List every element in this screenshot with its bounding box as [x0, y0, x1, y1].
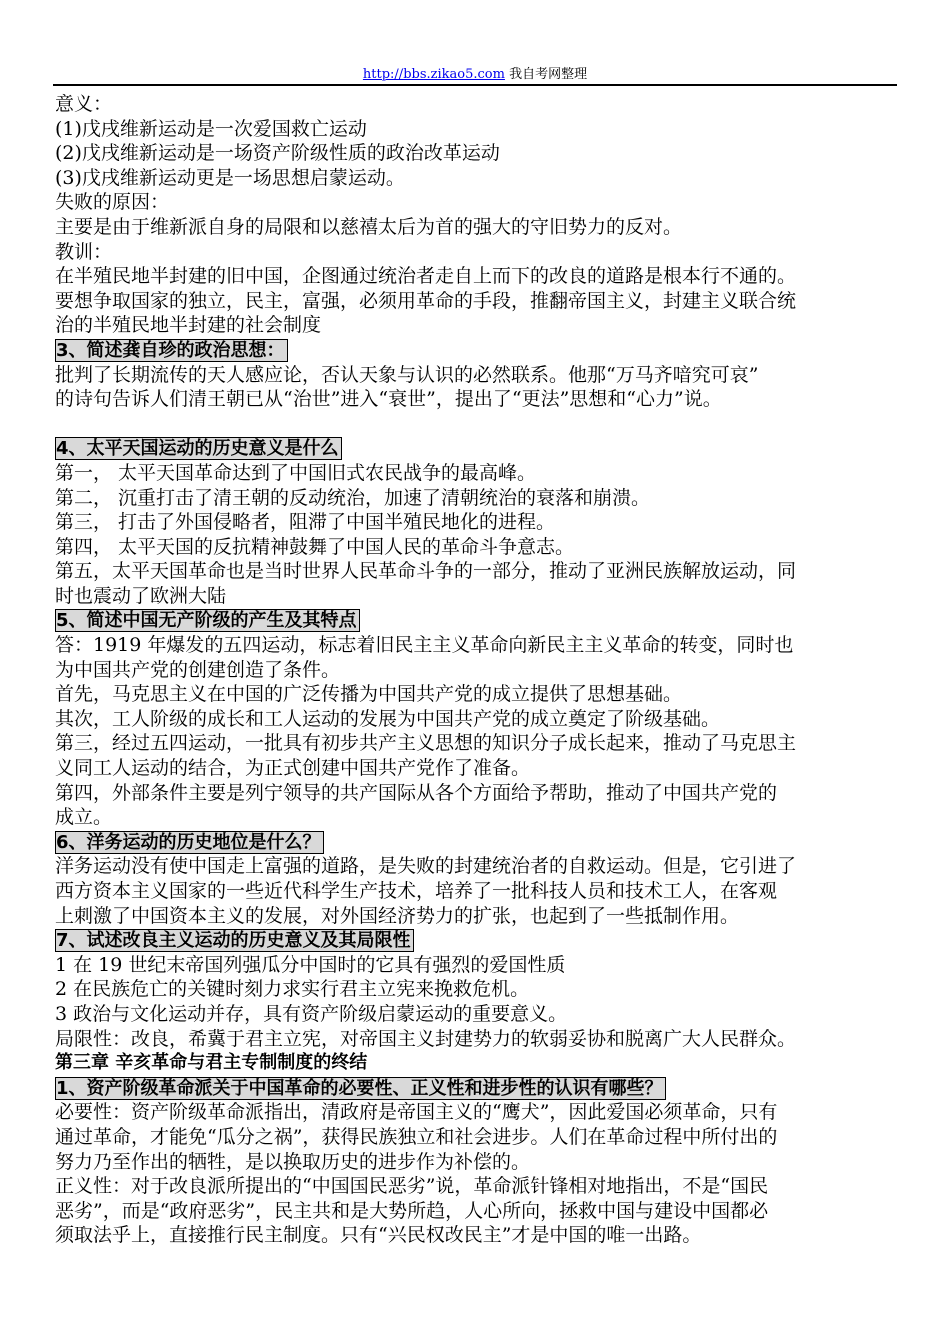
text-line: 正义性：对于改良派所提出的“中国国民恶劣”说，革命派针锋相对地指出，不是“国民: [55, 1175, 769, 1198]
text-line: 的诗句告诉人们清王朝已从“治世”进入“衰世”，提出了“更法”思想和“心力”说。: [55, 388, 722, 411]
text-line: 首先，马克思主义在中国的广泛传播为中国共产党的成立提供了思想基础。: [55, 683, 683, 706]
text-line: 教训：: [55, 240, 113, 263]
text-line: 须取法乎上，直接推行民主制度。只有“兴民权改民主”才是中国的唯一出路。: [55, 1224, 702, 1247]
text-line: 批判了长期流传的天人感应论，否认天象与认识的必然联系。他那“万马齐喑究可哀”: [55, 363, 759, 386]
text-line: 第二， 沉重打击了清王朝的反动统治，加速了清朝统治的衰落和崩溃。: [55, 486, 651, 509]
text-line: 义同工人运动的结合，为正式创建中国共产党作了准备。: [55, 757, 531, 780]
text-line: 第三，经过五四运动，一批具有初步共产主义思想的知识分子成长起来，推动了马克思主: [55, 732, 797, 755]
text-line: 失败的原因：: [55, 191, 170, 214]
text-line: 第五，太平天国革命也是当时世界人民革命斗争的一部分，推动了亚洲民族解放运动，同: [55, 560, 797, 583]
section-heading-3: 3、简述龚自珍的政治思想：: [55, 339, 288, 362]
text-line: 答：1919 年爆发的五四运动，标志着旧民主主义革命向新民主主义革命的转变，同时也: [55, 634, 794, 657]
section-heading-6: 6、洋务运动的历史地位是什么？: [55, 831, 324, 854]
text-line: 上刺激了中国资本主义的发展，对外国经济势力的扩张，也起到了一些抵制作用。: [55, 904, 740, 927]
text-line: 1 在 19 世纪末帝国列强瓜分中国时的它具有强烈的爱国性质: [55, 953, 566, 976]
chapter-title: 第三章 辛亥革命与君主专制制度的终结: [55, 1052, 368, 1074]
text-line: 其次，工人阶级的成长和工人运动的发展为中国共产党的成立奠定了阶级基础。: [55, 707, 721, 730]
text-line: 第四， 太平天国的反抗精神鼓舞了中国人民的革命斗争意志。: [55, 535, 575, 558]
header-link[interactable]: http://bbs.zikao5.com: [362, 67, 505, 82]
text-line: 通过革命，才能免“瓜分之祸”，获得民族独立和社会进步。人们在革命过程中所付出的: [55, 1125, 778, 1148]
text-line: 努力乃至作出的牺牲，是以换取历史的进步作为补偿的。: [55, 1150, 531, 1173]
text-line: 为中国共产党的创建创造了条件。: [55, 658, 341, 681]
text-line: 局限性：改良，希冀于君主立宪，对帝国主义封建势力的软弱妥协和脱离广大人民群众。: [55, 1027, 797, 1050]
text-line: (3)戊戌维新运动更是一场思想启蒙运动。: [55, 166, 405, 189]
text-line: 主要是由于维新派自身的局限和以慈禧太后为首的强大的守旧势力的反对。: [55, 215, 683, 238]
header-rule: [53, 84, 897, 86]
header-suffix: 我自考网整理: [504, 67, 588, 82]
text-line: 恶劣”，而是“政府恶劣”，民主共和是大势所趋，人心所向，拯救中国与建设中国都必: [55, 1199, 769, 1222]
text-line: 西方资本主义国家的一些近代科学生产技术，培养了一批科技人员和技术工人，在客观: [55, 880, 778, 902]
text-line: 意义：: [55, 93, 113, 115]
text-line: 第四，外部条件主要是列宁领导的共产国际从各个方面给予帮助，推动了中国共产党的: [55, 781, 778, 804]
text-line: (2)戊戌维新运动是一场资产阶级性质的政治改革运动: [55, 142, 500, 165]
section-heading-7: 7、试述改良主义运动的历史意义及其局限性: [55, 929, 414, 952]
text-line: 2 在民族危亡的关键时刻力求实行君主立宪来挽救危机。: [55, 978, 530, 1001]
section-heading-ch3-1: 1、资产阶级革命派关于中国革命的必要性、正义性和进步性的认识有哪些？: [55, 1077, 666, 1100]
text-line: 成立。: [55, 806, 113, 829]
document-body: [55, 92, 903, 1248]
text-line: 在半殖民地半封建的旧中国，企图通过统治者走自上而下的改良的道路是根本行不通的。: [55, 265, 797, 288]
text-line: 第一， 太平天国革命达到了中国旧式农民战争的最高峰。: [55, 461, 537, 484]
text-line: (1)戊戌维新运动是一次爱国救亡运动: [55, 117, 367, 140]
text-line: 治的半殖民地半封建的社会制度: [55, 314, 322, 337]
text-line: 必要性：资产阶级革命派指出，清政府是帝国主义的“鹰犬”，因此爱国必须革命，只有: [55, 1101, 778, 1124]
page-header: [53, 63, 897, 82]
section-heading-4: 4、太平天国运动的历史意义是什么: [55, 437, 342, 460]
section-heading-5: 5、简述中国无产阶级的产生及其特点: [55, 609, 360, 632]
text-line: 要想争取国家的独立，民主，富强，必须用革命的手段，推翻帝国主义，封建主义联合统: [55, 289, 797, 312]
text-line: 洋务运动没有使中国走上富强的道路，是失败的封建统治者的自救运动。但是，它引进了: [55, 855, 797, 878]
text-line: 时也震动了欧洲大陆: [55, 584, 227, 607]
text-line: 3 政治与文化运动并存，具有资产阶级启蒙运动的重要意义。: [55, 1002, 568, 1025]
text-line: 第三， 打击了外国侵略者，阻滞了中国半殖民地化的进程。: [55, 511, 556, 534]
blank-line: [55, 412, 903, 437]
